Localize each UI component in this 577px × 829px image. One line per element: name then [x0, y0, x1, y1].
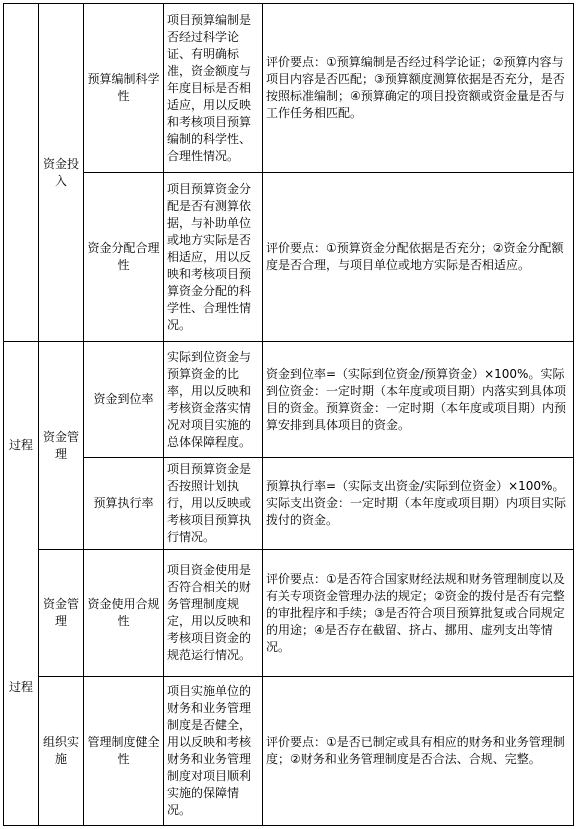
- indicator-name: 资金分配合理性: [87, 241, 160, 272]
- level2-fund-management: 资金管理: [42, 597, 79, 628]
- indicator-criteria: 评价要点：①是否符合国家财经法规和财务管理制度以及有关专项资金管理办法的规定；②资金的拨付是否有完整的审批程序和手续；③是否符合项目预算批复或合同规定的用途；④是否存在截留、挤占、挪用、虚列支出等情况。: [266, 571, 565, 654]
- level1-process: 过程: [8, 680, 33, 694]
- table-border-bottom: [3, 825, 574, 826]
- indicator-definition: 实际到位资金与预算资金的比率，用以反映和考核资金落实情况对项目实施的总体保障程度。: [167, 349, 252, 449]
- indicator-name: 资金使用合规性: [87, 597, 160, 628]
- indicator-name: 管理制度健全性: [87, 735, 160, 766]
- indicator-name: 预算编制科学性: [87, 72, 160, 103]
- level2-organization-implementation: 组织实施: [42, 735, 79, 766]
- level2-funding-input: 资金投入: [42, 156, 79, 188]
- indicator-definition: 项目实施单位的财务和业务管理制度是否健全，用以反映和考核财务和业务管理制度对项目顺利实施的保障情况。: [167, 684, 252, 817]
- indicator-definition: 项目预算编制是否经过科学论证、有明确标准，资金额度与年度目标是否相适应，用以反映和考核项目预算编制的科学性、合理性情况。: [167, 12, 252, 163]
- indicator-definition: 项目预算资金是否按照计划执行，用以反映或考核项目预算执行情况。: [167, 462, 252, 544]
- indicator-criteria: 评价要点：①是否已制定或具有相应的财务和业务管理制度；②财务和业务管理制度是否合法、合规、完整。: [266, 735, 565, 766]
- indicator-criteria: 资金到位率=（实际到位资金/预算资金）×100%。实际到位资金：一定时期（本年度或项目期）内落实到具体项目的资金。预算资金：一定时期（本年度或项目期）内预算安排到具体项目的资金。: [266, 366, 567, 432]
- indicator-name: 预算执行率: [93, 496, 154, 510]
- indicator-name: 资金到位率: [93, 392, 154, 406]
- indicator-criteria: 评价要点：①预算编制是否经过科学论证；②预算内容与项目内容是否匹配；③预算额度测算依据是否充分，是否按照标准编制；④预算确定的项目投资额或资金量是否与工作任务相匹配。: [266, 55, 565, 120]
- table-border-right: [573, 3, 574, 826]
- indicator-definition: 项目预算资金分配是否有测算依据，与补助单位或地方实际是否相适应，用以反映和考核项目预算资金分配的科学性、合理性情况。: [167, 181, 252, 332]
- indicator-criteria: 评价要点：①预算资金分配依据是否充分；②资金分配额度是否合理，与项目单位或地方实际是否相适应。: [266, 241, 564, 272]
- level1-process: 过程: [8, 438, 33, 452]
- indicator-definition: 项目资金使用是否符合相关的财务管理制度规定，用以反映和考核项目资金的规范运行情况。: [167, 563, 252, 662]
- level2-fund-management: 资金管理: [42, 429, 79, 461]
- indicator-criteria: 预算执行率=（实际支出资金/实际到位资金）×100%。实际支出资金：一定时期（本年度或项目期）内项目实际拨付的资金。: [266, 479, 567, 527]
